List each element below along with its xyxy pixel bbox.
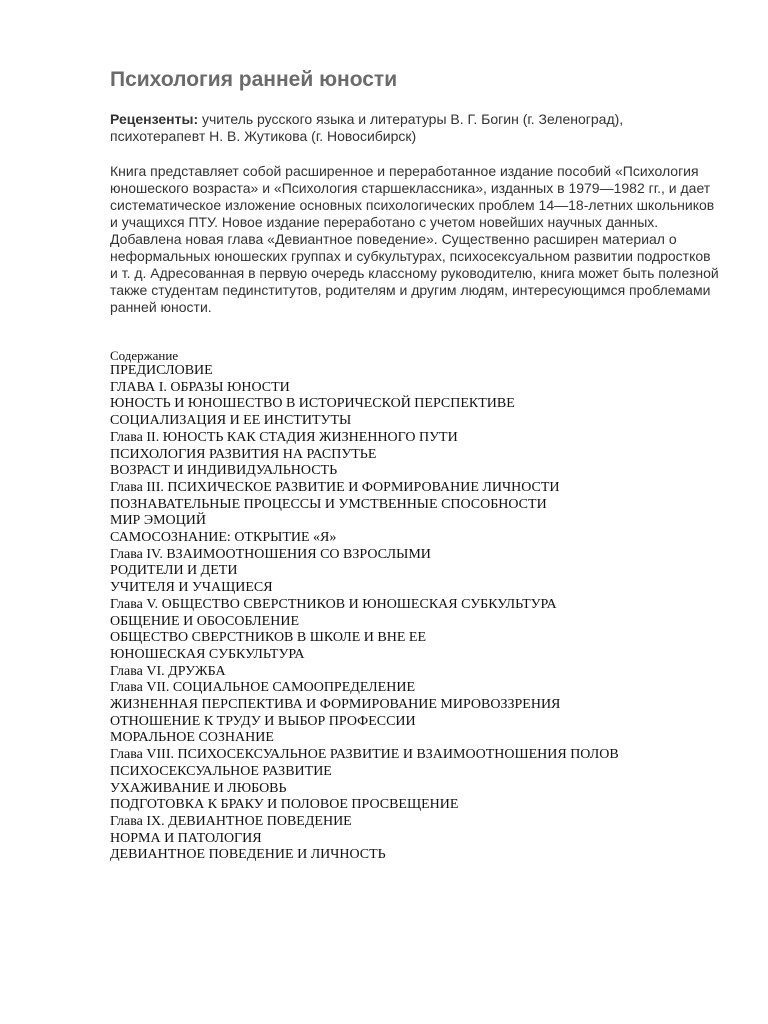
toc-entry: ГЛАВА I. ОБРАЗЫ ЮНОСТИ [110,379,290,395]
toc-entry: МОРАЛЬНОЕ СОЗНАНИЕ [110,730,274,746]
toc-entry: Глава II. ЮНОСТЬ КАК СТАДИЯ ЖИЗНЕННОГО ПУТИ [110,429,458,445]
toc-entry: ОБЩЕНИЕ И ОБОСОБЛЕНИЕ [110,613,299,629]
toc-entry: ОБЩЕСТВО СВЕРСТНИКОВ В ШКОЛЕ И ВНЕ ЕЕ [110,630,427,646]
toc-entry: ОТНОШЕНИЕ К ТРУДУ И ВЫБОР ПРОФЕССИИ [110,713,416,729]
reviewers-label: Рецензенты: [110,111,199,127]
toc-entry: МИР ЭМОЦИЙ [110,513,206,529]
page-title: Психология ранней юности [110,68,398,91]
toc-entry: Глава IX. ДЕВИАНТНОЕ ПОВЕДЕНИЕ [110,813,352,829]
toc-entry: ПСИХОЛОГИЯ РАЗВИТИЯ НА РАСПУТЬЕ [110,446,377,462]
toc-entry: Глава VIII. ПСИХОСЕКСУАЛЬНОЕ РАЗВИТИЕ И ВЗАИМООТНОШЕНИЯ ПОЛОВ [110,747,619,763]
toc-entry: УХАЖИВАНИЕ И ЛЮБОВЬ [110,780,287,796]
toc-entry: САМОСОЗНАНИЕ: ОТКРЫТИЕ «Я» [110,530,337,546]
table-of-contents [110,363,730,864]
toc-entry: Глава IV. ВЗАИМООТНОШЕНИЯ СО ВЗРОСЛЫМИ [110,546,431,562]
toc-entry: ЮНОСТЬ И ЮНОШЕСТВО В ИСТОРИЧЕСКОЙ ПЕРСПЕКТИВЕ [110,396,515,412]
toc-entry: Глава VI. ДРУЖБА [110,663,226,679]
toc-heading: Содержание [110,348,179,363]
toc-entry: НОРМА И ПАТОЛОГИЯ [110,830,262,846]
toc-entry: ПСИХОСЕКСУАЛЬНОЕ РАЗВИТИЕ [110,763,332,779]
toc-entry: ЮНОШЕСКАЯ СУБКУЛЬТУРА [110,646,305,662]
toc-entry: СОЦИАЛИЗАЦИЯ И ЕЕ ИНСТИТУТЫ [110,413,352,429]
toc-entry: ВОЗРАСТ И ИНДИВИДУАЛЬНОСТЬ [110,463,338,479]
toc-entry: УЧИТЕЛЯ И УЧАЩИЕСЯ [110,580,273,596]
toc-entry: Глава V. ОБЩЕСТВО СВЕРСТНИКОВ И ЮНОШЕСКАЯ СУБКУЛЬТУРА [110,596,557,612]
toc-entry: ПОЗНАВАТЕЛЬНЫЕ ПРОЦЕССЫ И УМСТВЕННЫЕ СПОСОБНОСТИ [110,496,547,512]
reviewers-paragraph [110,111,720,145]
reviewers-text: учитель русского языка и литературы В. Г. Богин (г. Зеленоград), психотерапевт Н. В. Жутикова (г. Новосибирск) [110,111,624,144]
toc-entry: ПРЕДИСЛОВИЕ [110,363,213,378]
book-summary: Книга представляет собой расширенное и переработанное издание пособий «Психология юношеского возраста» и «Психология старшеклассника», изданных в 1979—1982 гг., и дает систематическое изложение основных психологических проблем 14—18-летних школьников и учащихся ПТУ. Новое издание переработано с учетом новейших научных данных. Добавлена новая глава «Девиантное поведение». Существенно расширен материал о неформальных юношеских группах и субкультурах, психосексуальном развитии подростков и т. д. Адресованная в первую очередь классному руководителю, книга может быть полезной также студентам пединститутов, родителям и другим людям, интересующимся проблемами ранней юности. [110,163,719,315]
toc-entry: ЖИЗНЕННАЯ ПЕРСПЕКТИВА И ФОРМИРОВАНИЕ МИРОВОЗЗРЕНИЯ [110,697,561,713]
toc-entry: РОДИТЕЛИ И ДЕТИ [110,563,238,579]
toc-entry: ПОДГОТОВКА К БРАКУ И ПОЛОВОЕ ПРОСВЕЩЕНИЕ [110,797,459,813]
toc-entry: ДЕВИАНТНОЕ ПОВЕДЕНИЕ И ЛИЧНОСТЬ [110,847,386,863]
toc-entry: Глава III. ПСИХИЧЕСКОЕ РАЗВИТИЕ И ФОРМИРОВАНИЕ ЛИЧНОСТИ [110,479,560,495]
toc-entry: Глава VII. СОЦИАЛЬНОЕ САМООПРЕДЕЛЕНИЕ [110,680,416,696]
